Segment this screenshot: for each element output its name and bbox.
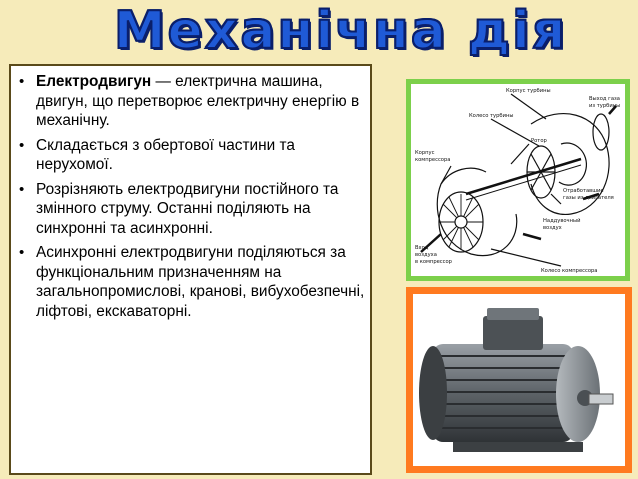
- label-compressor-wheel: Колесо компрессора: [541, 268, 598, 274]
- bullet-marker: •: [19, 73, 25, 90]
- label-air-in-1: Вход: [415, 245, 429, 251]
- bullet-item: [11, 180, 366, 239]
- label-exhaust-out-1: Выход газа: [589, 96, 620, 102]
- label-boost-air-1: Наддувочный: [543, 218, 581, 224]
- label-rotor: Ротор: [531, 138, 547, 144]
- bullet-term: Електродвигун: [36, 73, 152, 90]
- label-compressor-housing-1: Корпус: [415, 150, 435, 156]
- electric-motor-image: [413, 294, 625, 466]
- bullet-item: [11, 136, 366, 175]
- turbine-diagram-frame: [406, 79, 630, 281]
- bullet-marker: •: [19, 136, 25, 154]
- bullet-text: Розрізняють електродвигуни постійного та змінного струму. Останні поділяють на синхронні та асинхронні.: [36, 180, 339, 237]
- label-exhaust-out-2: из турбины: [589, 103, 621, 109]
- label-turbine-housing: Корпус турбины: [506, 88, 551, 94]
- text-box: [9, 64, 372, 475]
- turbocharger-diagram: [411, 84, 625, 276]
- bullet-marker: •: [19, 244, 25, 261]
- bullet-list: [11, 66, 370, 321]
- label-air-in-2: воздуха: [415, 252, 437, 258]
- bullet-marker: •: [19, 180, 25, 198]
- label-exhaust-in-1: Отработавшие: [563, 188, 604, 194]
- bullet-text: Асинхронні електродвигуни поділяються за функціональним призначенням на загальнопромислові, кранові, вибухобезпечні, ліфтові, екскаваторні.: [36, 244, 365, 320]
- label-compressor-housing-2: компрессора: [415, 157, 451, 163]
- bullet-item: [11, 72, 366, 131]
- label-air-in-3: в компрессор: [415, 259, 452, 265]
- label-boost-air-2: воздух: [543, 225, 562, 231]
- electric-motor-photo-frame: [406, 287, 632, 473]
- bullet-text: Складається з обертової частини та нерухомої.: [36, 136, 295, 173]
- bullet-text: — електрична машина, двигун, що перетворює електричну енергію в механічну.: [36, 73, 360, 129]
- label-turbine-wheel: Колесо турбины: [469, 113, 514, 119]
- bullet-item: [11, 243, 366, 321]
- slide-title: Механічна дія: [113, 1, 568, 61]
- label-exhaust-in-2: газы из двигателя: [563, 195, 614, 201]
